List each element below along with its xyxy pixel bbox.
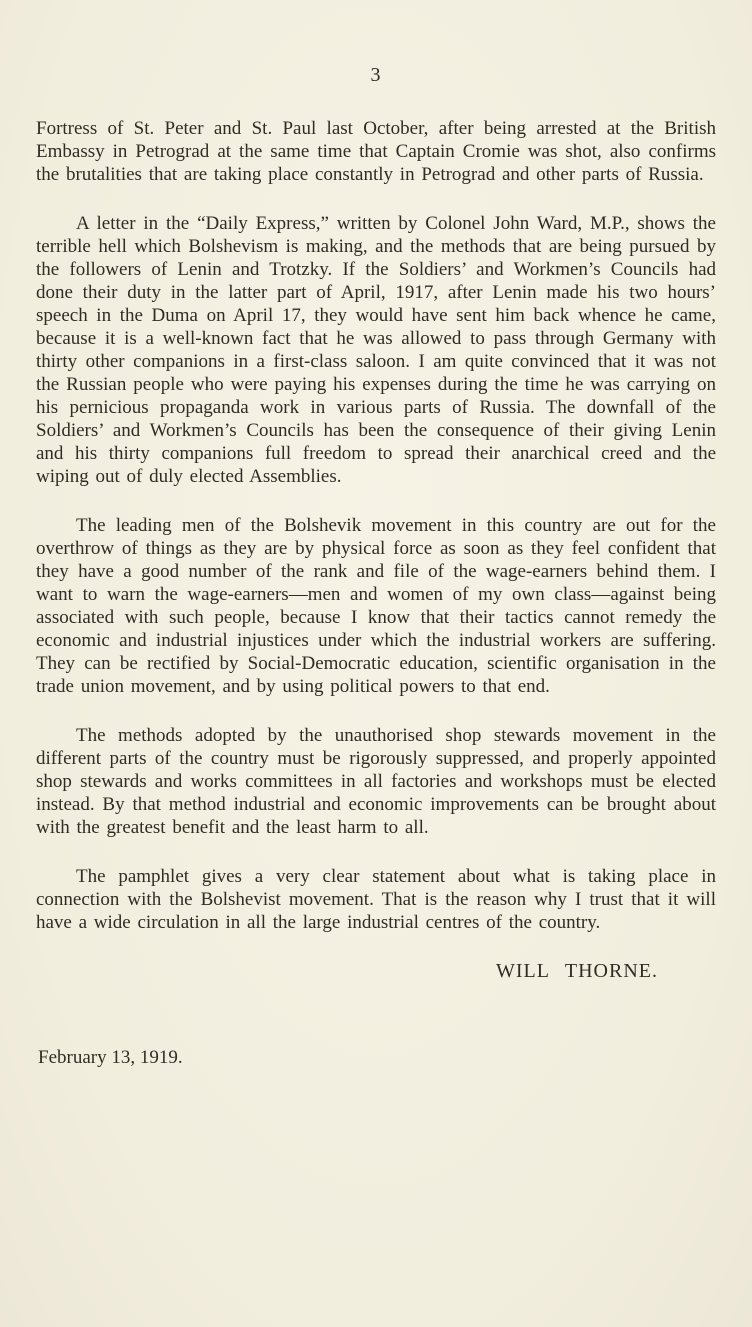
paragraph-2: A letter in the “Daily Express,” written by Colonel John Ward, M.P., shows the terrible hell which Bolshevism is making, and the methods that are being pursued by the followers of Lenin and Trotzky. If the Soldiers’ and Workmen’s Councils had done their duty in the latter part of April, 1917, after Lenin made his two hours’ speech in the Duma on April 17, they would have sent him back whence he came, because it is a well-known fact that he was allowed to pass through Germany with thirty other companions in a first-class saloon. I am quite convinced that it was not the Russian people who were paying his expenses during the time he was carrying on his pernicious propaganda work in various parts of Russia. The downfall of the Soldiers’ and Workmen’s Councils has been the consequence of their giving Lenin and his thirty companions full freedom to spread their anarchical creed and the wiping out of duly elected Assemblies.	[36, 213, 716, 487]
date-line: February 13, 1919.	[38, 1047, 183, 1068]
author-signature: WILL THORNE.	[496, 960, 658, 982]
page-number: 3	[370, 64, 382, 86]
paragraph-5: The pamphlet gives a very clear statement about what is taking place in connection with the Bolshevist movement. That is the reason why I trust that it will have a wide circulation in all the large industrial centres of the country.	[36, 866, 716, 933]
paragraph-1: Fortress of St. Peter and St. Paul last October, after being arrested at the British Embassy in Petrograd at the same time that Captain Cromie was shot, also confirms the brutalities that are taking place constantly in Petrograd and other parts of Russia.	[36, 118, 716, 185]
paragraph-4: The methods adopted by the unauthorised shop stewards movement in the different parts of the country must be rigorously suppressed, and properly appointed shop stewards and works committees in all factories and workshops must be elected instead. By that method industrial and economic improvements can be brought about with the greatest benefit and the least harm to all.	[36, 725, 716, 838]
paragraph-3: The leading men of the Bolshevik movement in this country are out for the overthrow of things as they are by physical force as soon as they feel confident that they have a good number of the rank and file of the wage-earners behind them. I want to warn the wage-earners—men and women of my own class—against being associated with such people, because I know that their tactics cannot remedy the economic and industrial injustices under which the industrial workers are suffering. They can be rectified by Social-Democratic education, scientific organisation in the trade union movement, and by using political powers to that end.	[36, 515, 716, 697]
